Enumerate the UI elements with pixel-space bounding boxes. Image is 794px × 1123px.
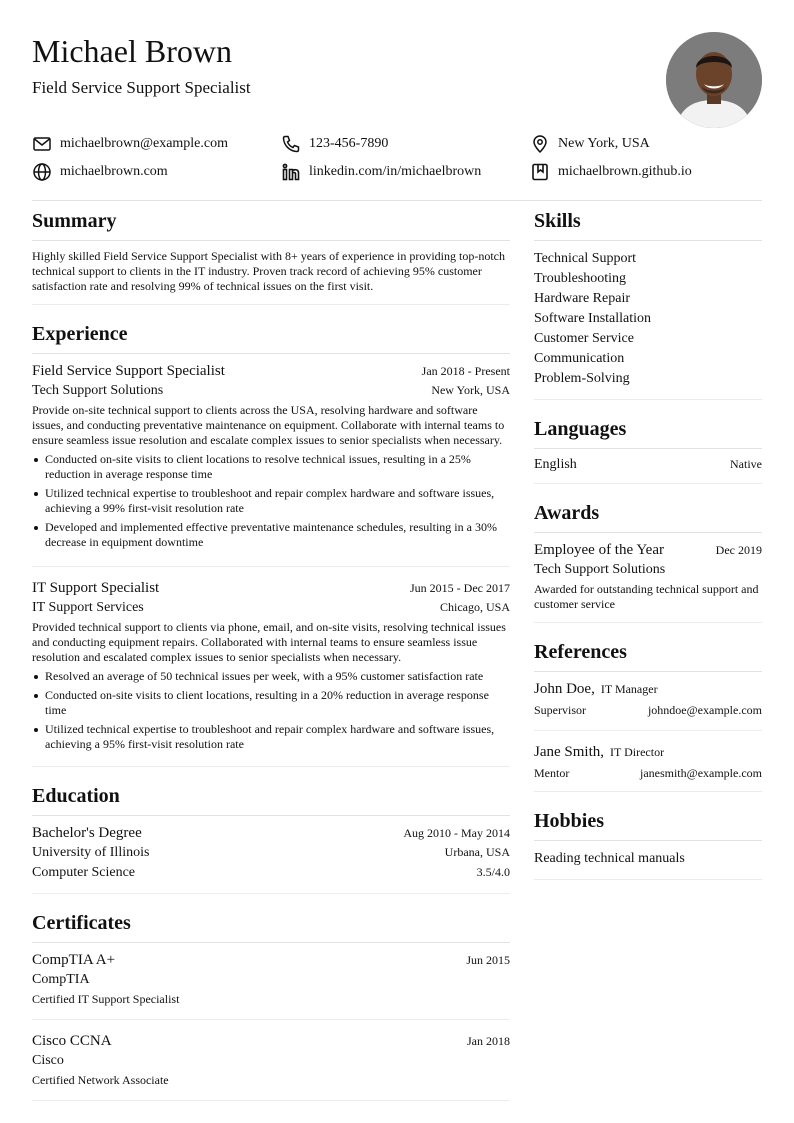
summary-heading: Summary [32, 208, 510, 241]
side-column [534, 208, 762, 896]
certificates-heading: Certificates [32, 910, 510, 943]
job-location: New York, USA [431, 383, 510, 397]
reference-position: IT Director [610, 745, 665, 759]
job-description: Provide on-site technical support to clients across the USA, resolving hardware and software issues, and conducting preventative maintenance on equipment. Collaborate with internal teams to ensure seamless issue resolution and escalate complex issues to senior specialists when necessary. [32, 403, 505, 447]
summary-text: Highly skilled Field Service Support Specialist with 8+ years of experience in providing top-notch technical support to clients in the IT industry. Proven track record of achieving 95% customer satisfaction rate and resolving 99% of technical issues on the first visit. [32, 249, 506, 293]
job-achievements [32, 452, 510, 550]
award-title: Employee of the Year [534, 542, 664, 558]
field-of-study: Computer Science [32, 865, 136, 880]
award-organization: Tech Support Solutions [534, 562, 666, 577]
profile-photo [666, 32, 762, 128]
contact-github[interactable] [530, 162, 762, 182]
certificate-name: Cisco CCNA [32, 1033, 112, 1049]
school-location: Urbana, USA [444, 845, 510, 859]
main-column [32, 208, 510, 1123]
hobbies-section [534, 808, 762, 880]
job-achievements [32, 669, 510, 752]
job-company: IT Support Services [32, 600, 144, 615]
skill-item: Problem-Solving [534, 371, 630, 386]
globe-icon [32, 162, 52, 182]
reference-name: Jane Smith, [534, 744, 604, 760]
email-text: michaelbrown@example.com [60, 136, 228, 151]
achievement-item: Utilized technical expertise to troubleshoot and repair complex hardware and software issues, achieving a 95% first-visit resolution rate [32, 722, 510, 752]
education-section [32, 783, 510, 894]
achievement-item: Conducted on-site visits to client locations, resulting in a 20% reduction in average response time [32, 688, 510, 718]
achievement-item: Utilized technical expertise to troubleshoot and repair complex hardware and software issues, achieving a 99% first-visit resolution rate [32, 486, 510, 516]
job-date: Jun 2015 - Dec 2017 [410, 581, 510, 595]
certificate-entry [32, 951, 510, 1020]
location-text: New York, USA [558, 136, 650, 151]
awards-section [534, 500, 762, 623]
languages-heading: Languages [534, 416, 762, 449]
reference-entry [534, 680, 762, 731]
contact-list [32, 134, 762, 182]
job-company: Tech Support Solutions [32, 383, 164, 398]
award-description: Awarded for outstanding technical support and customer service [534, 582, 759, 611]
reference-relation: Supervisor [534, 703, 586, 717]
github-text: michaelbrown.github.io [558, 164, 692, 179]
header-divider [32, 200, 762, 201]
certificate-issuer: Cisco [32, 1053, 64, 1068]
summary-section [32, 208, 510, 305]
reference-entry [534, 743, 762, 781]
resume-header [32, 32, 762, 132]
certificate-description: Certified IT Support Specialist [32, 992, 180, 1006]
contact-email[interactable] [32, 134, 281, 154]
certificate-name: CompTIA A+ [32, 952, 116, 968]
mail-icon [32, 134, 52, 154]
map-pin-icon [530, 134, 550, 154]
candidate-name: Michael Brown [32, 33, 232, 69]
language-level: Native [730, 457, 762, 471]
language-item [534, 457, 762, 473]
contact-linkedin[interactable] [281, 162, 530, 182]
phone-icon [281, 134, 301, 154]
references-section [534, 639, 762, 792]
phone-text: 123-456-7890 [309, 136, 389, 151]
contact-location [530, 134, 762, 154]
job-title: IT Support Specialist [32, 580, 160, 596]
certificate-entry [32, 1032, 510, 1101]
award-date: Dec 2019 [715, 543, 762, 557]
certificate-date: Jun 2015 [466, 953, 510, 967]
achievement-item: Conducted on-site visits to client locations to resolve technical issues, resulting in a 25% reduction in average response time [32, 452, 510, 482]
awards-heading: Awards [534, 500, 762, 533]
reference-email[interactable]: janesmith@example.com [639, 766, 762, 780]
skill-item: Software Installation [534, 311, 652, 326]
experience-heading: Experience [32, 321, 510, 354]
contact-website[interactable] [32, 162, 281, 182]
skill-item: Technical Support [534, 251, 637, 266]
degree: Bachelor's Degree [32, 825, 142, 841]
reference-email[interactable]: johndoe@example.com [647, 703, 762, 717]
languages-section [534, 416, 762, 484]
skills-heading: Skills [534, 208, 762, 241]
education-date: Aug 2010 - May 2014 [403, 826, 510, 840]
certificates-section [32, 910, 510, 1111]
education-heading: Education [32, 783, 510, 816]
gpa: 3.5/4.0 [476, 865, 510, 879]
experience-entry [32, 579, 510, 752]
certificate-description: Certified Network Associate [32, 1073, 169, 1087]
language-name: English [534, 457, 577, 472]
references-heading: References [534, 639, 762, 672]
reference-name: John Doe, [534, 681, 595, 697]
linkedin-text: linkedin.com/in/michaelbrown [309, 164, 482, 179]
experience-entry [32, 362, 510, 567]
certificate-date: Jan 2018 [467, 1034, 510, 1048]
candidate-title: Field Service Support Specialist [32, 78, 251, 97]
profile-photo-image [666, 32, 762, 128]
job-title: Field Service Support Specialist [32, 363, 225, 379]
job-description: Provided technical support to clients via phone, email, and on-site visits, resolving technical issues and conducting equipment repairs. Collaborated with internal teams to ensure seamless issue resolution and escalated complex issues to senior specialists when necessary. [32, 620, 506, 664]
linkedin-icon [281, 162, 301, 182]
experience-section [32, 321, 510, 767]
certificate-issuer: CompTIA [32, 972, 90, 987]
hobby-item: Reading technical manuals [534, 851, 685, 866]
job-date: Jan 2018 - Present [421, 364, 510, 378]
bookmark-icon [530, 162, 550, 182]
reference-position: IT Manager [600, 682, 658, 696]
reference-relation: Mentor [534, 766, 570, 780]
skill-item: Hardware Repair [534, 291, 631, 306]
skill-item: Customer Service [534, 331, 634, 346]
website-text: michaelbrown.com [60, 164, 168, 179]
hobbies-heading: Hobbies [534, 808, 762, 841]
contact-phone[interactable] [281, 134, 530, 154]
skill-item: Troubleshooting [534, 271, 627, 286]
skill-item: Communication [534, 351, 625, 366]
school: University of Illinois [32, 845, 150, 860]
achievement-item: Resolved an average of 50 technical issues per week, with a 95% customer satisfaction rate [32, 669, 510, 684]
achievement-item: Developed and implemented effective preventative maintenance schedules, resulting in a 30% decrease in equipment downtime [32, 520, 510, 550]
job-location: Chicago, USA [440, 600, 510, 614]
skills-section [534, 208, 762, 400]
